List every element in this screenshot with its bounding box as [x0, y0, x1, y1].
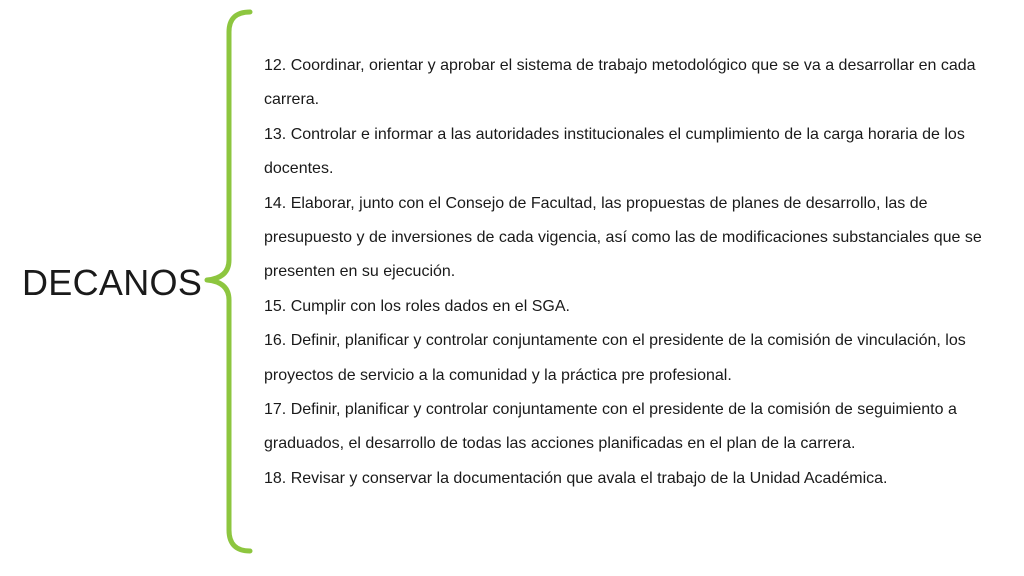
list-item: 12. Coordinar, orientar y aprobar el sistema de trabajo metodológico que se va a desarrollar en cada carrera.	[264, 57, 976, 109]
list-item: 14. Elaborar, junto con el Consejo de Facultad, las propuestas de planes de desarrollo, las de presupuesto y de inversiones de cada vigencia, así como las de modificaciones substanciales que se presenten en su ejecución.	[264, 194, 982, 281]
duties-list	[264, 49, 984, 496]
list-item: 18. Revisar y conservar la documentación que avala el trabajo de la Unidad Académica.	[264, 469, 888, 487]
list-item: 13. Controlar e informar a las autoridades institucionales el cumplimiento de la carga horaria de los docentes.	[264, 125, 965, 178]
list-item: 17. Definir, planificar y controlar conjuntamente con el presidente de la comisión de seguimiento a graduados, el desarrollo de todas las acciones planificadas en el plan de la carrera.	[264, 401, 957, 453]
curly-brace-icon	[195, 6, 255, 558]
list-item: 15. Cumplir con los roles dados en el SGA.	[264, 297, 570, 315]
slide-title: DECANOS	[22, 262, 203, 303]
list-item: 16. Definir, planificar y controlar conjuntamente con el presidente de la comisión de vinculación, los proyectos de servicio a la comunidad y la práctica pre profesional.	[264, 332, 966, 384]
